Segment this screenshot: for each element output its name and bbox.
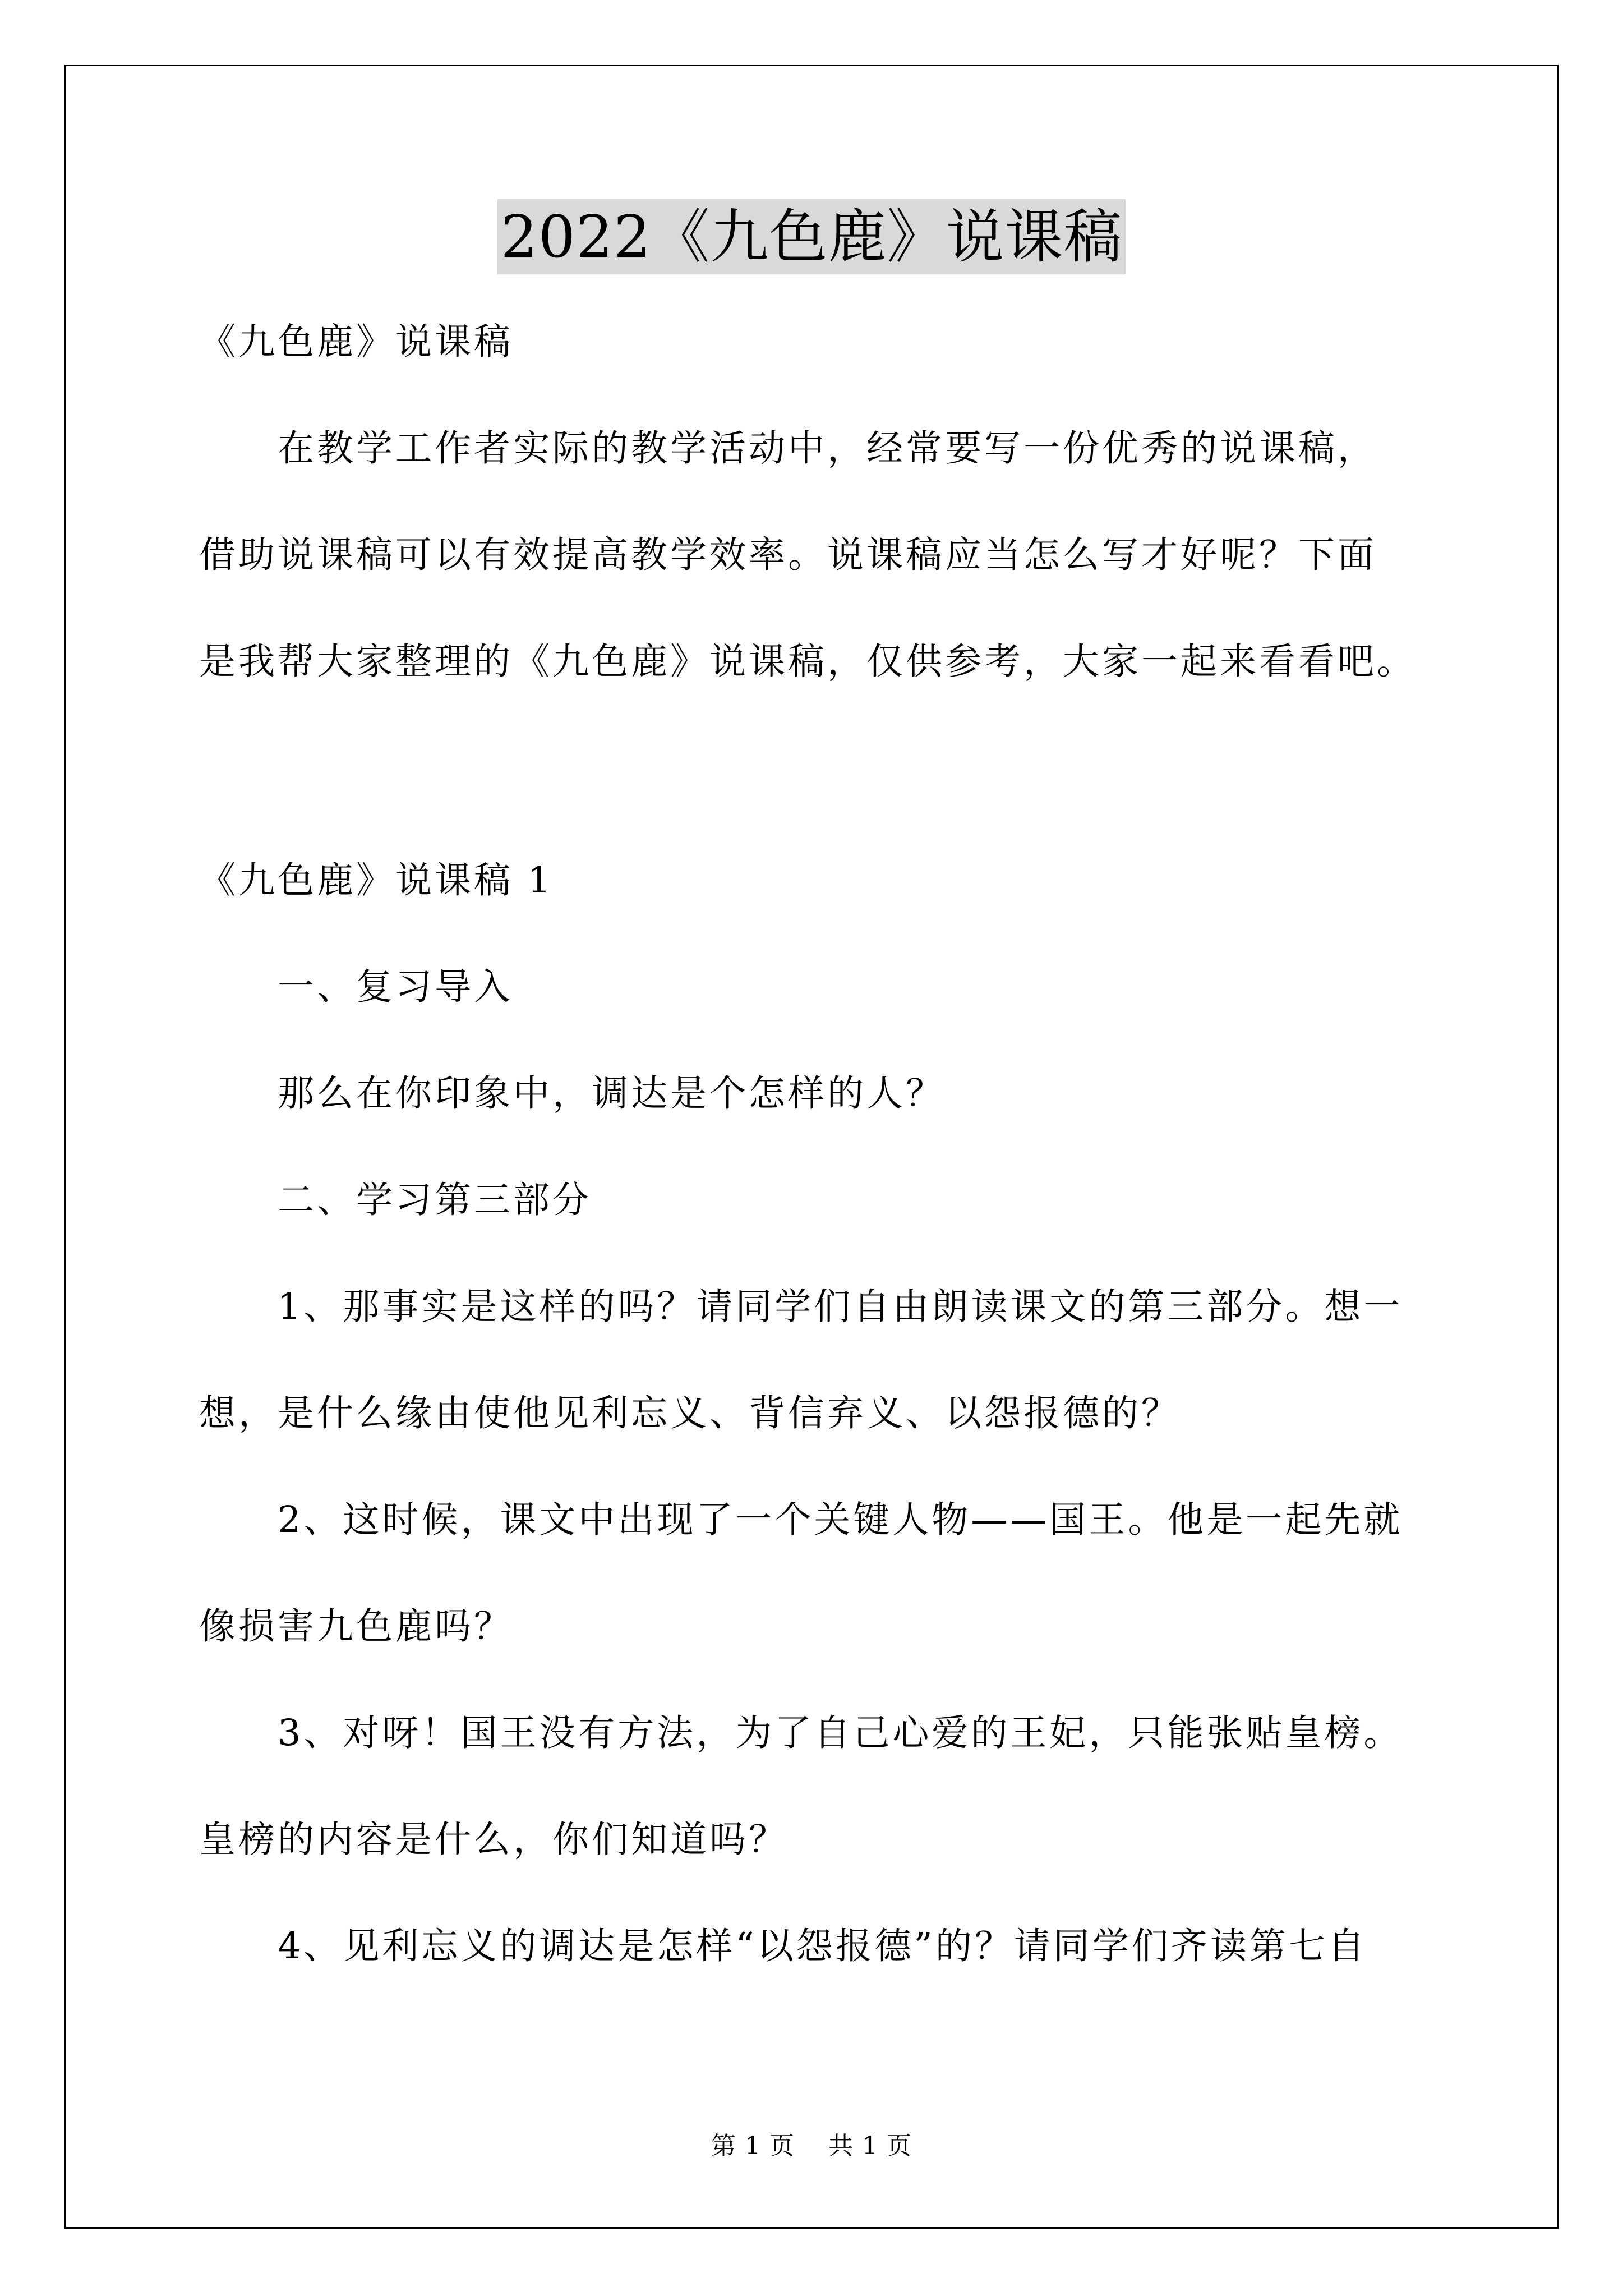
page-number-current: 第 1 页 [711,2132,795,2160]
page-border [64,65,1559,2229]
title-wrap [0,199,1623,274]
paragraph-line: 像损害九色鹿吗？ [199,1605,514,1648]
paragraph-line: 《九色鹿》说课稿 [199,321,514,363]
paragraph-line: 4、见利忘义的调达是怎样“以怨报德”的？请同学们齐读第七自 [278,1925,1367,1967]
paragraph-line: 一、复习导入 [278,966,514,1008]
paragraph-line: 2、这时候，课文中出现了一个关键人物——国王。他是一起先就 [278,1499,1403,1541]
page-footer [0,2129,1623,2163]
paragraph-line: 想，是什么缘由使他见利忘义、背信弃义、以怨报德的？ [199,1392,1181,1434]
document-title: 2022《九色鹿》说课稿 [497,199,1126,274]
paragraph-line: 在教学工作者实际的教学活动中，经常要写一份优秀的说课稿， [278,427,1377,470]
page-number-total: 共 1 页 [828,2132,912,2160]
section-heading: 《九色鹿》说课稿 1 [199,859,554,901]
paragraph-line: 那么在你印象中，调达是个怎样的人？ [278,1073,946,1115]
paragraph-line: 是我帮大家整理的《九色鹿》说课稿，仅供参考，大家一起来看看吧。 [199,641,1417,683]
paragraph-line: 3、对呀！国王没有方法，为了自己心爱的王妃，只能张贴皇榜。 [278,1712,1403,1754]
paragraph-line: 皇榜的内容是什么，你们知道吗？ [199,1819,789,1861]
paragraph-line: 1、那事实是这样的吗？请同学们自由朗读课文的第三部分。想一 [278,1286,1403,1328]
paragraph-line: 借助说课稿可以有效提高教学效率。说课稿应当怎么写才好呢？下面 [199,534,1377,576]
paragraph-line: 二、学习第三部分 [278,1179,592,1221]
